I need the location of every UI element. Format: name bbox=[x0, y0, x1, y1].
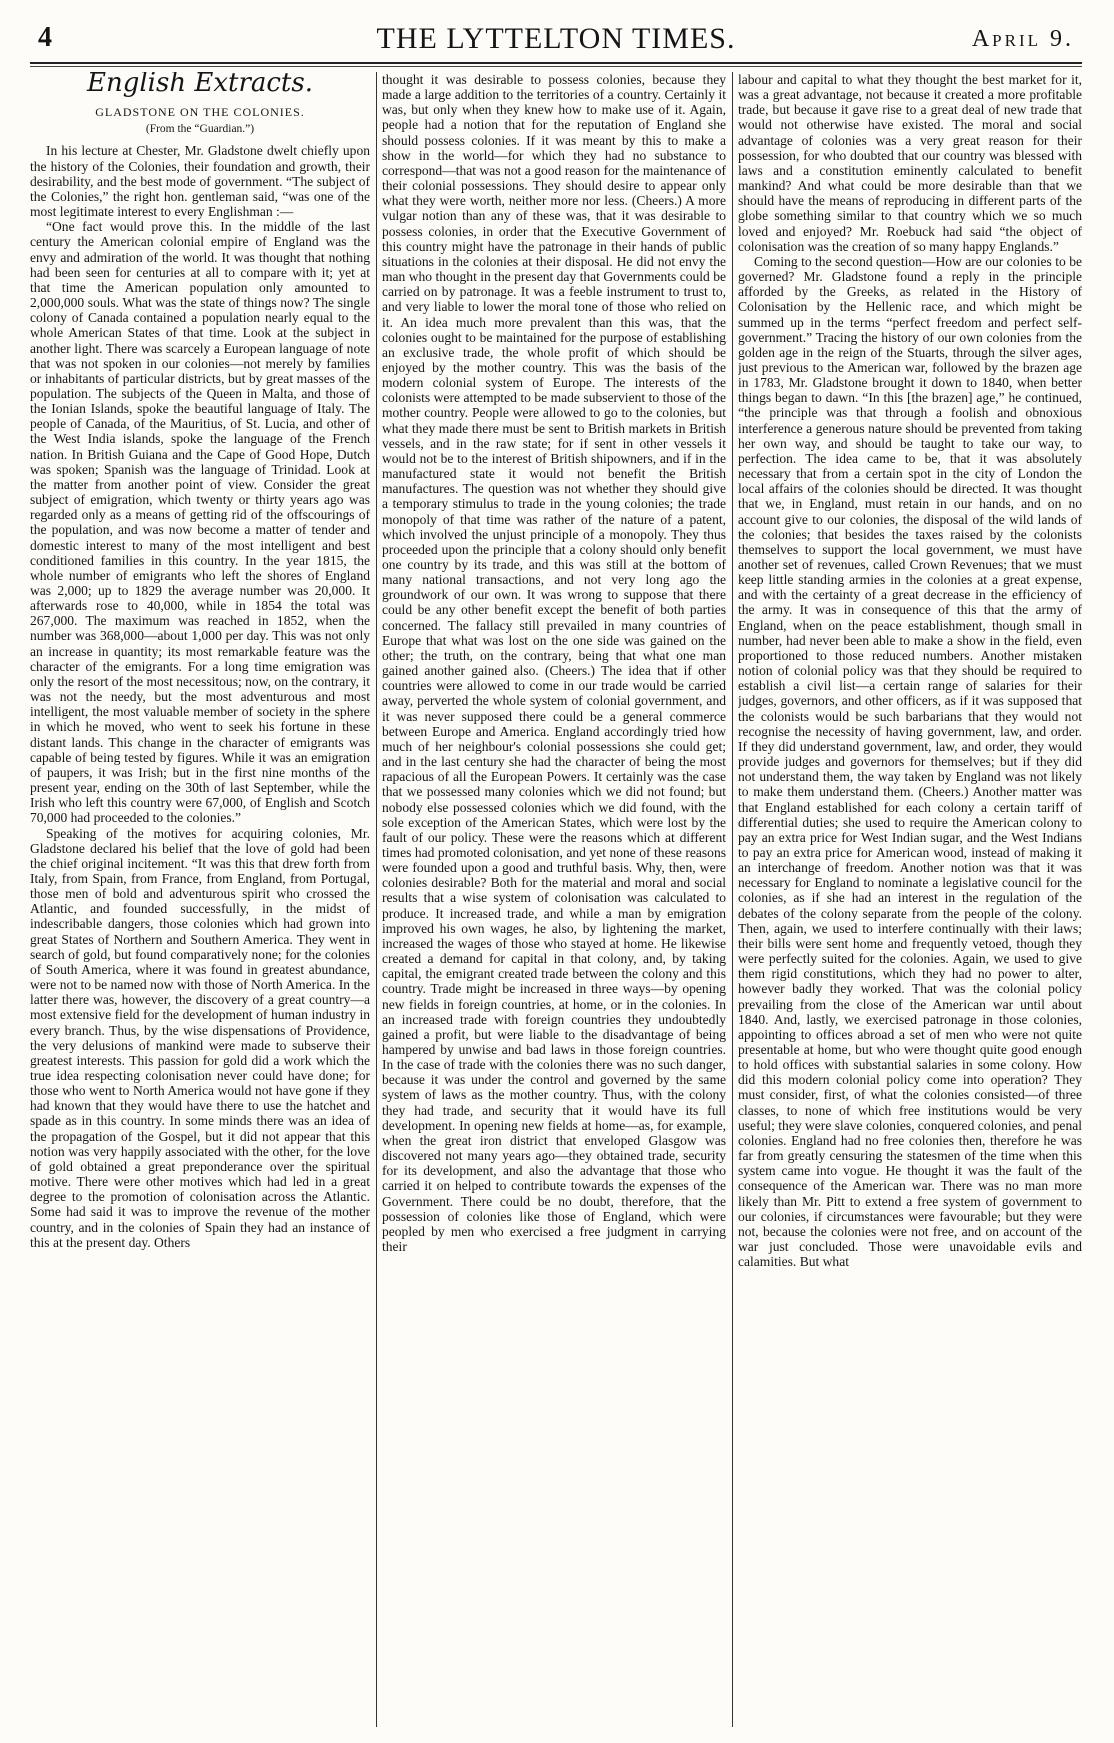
issue-date: April 9. bbox=[971, 26, 1074, 52]
masthead-rule-thin bbox=[30, 66, 1082, 67]
paragraph: Speaking of the motives for acquiring colonies, Mr. Gladstone declared his belief that the love of gold had been the chief original incitement. “It was this that drew forth from Italy, from Spain, from France, from England, from Portugal, those men of bold and adventurous spirit who crossed the Atlantic, and founded successfully, in the midst of indescribable dangers, those colonies which had grown into great States of Northern and Southern America. They went in search of gold, but found comparatively none; for the colonies of South America, where it was found in greatest abundance, were not to be named now with those of North America. In the latter there was, however, the discovery of a great country—a most extensive field for the development of human industry in every branch. Thus, by the wise dispensations of Providence, the very delusions of mankind were made to subserve their greatest interests. This passion for gold did a work which the true idea respecting colonisation never could have done; for those who went to North America would not have gone if they had known that they would have there to use the hatchet and spade as in this country. In some minds there was an idea of the propagation of the Gospel, but it did not appear that this notion was very happily associated with the other, for the love of gold obtained a great preponderance over the spiritual motive. There were other motives which had led in a great degree to the promotion of colonisation across the Atlantic. Some had said it was to improve the revenue of the mother country, and in the colonies of Spain they had an instance of this at the present day. Others bbox=[30, 825, 370, 1250]
paragraph: labour and capital to what they thought the best market for it, was a great advantage, not because it created a more profitable trade, but because it gave rise to a great deal of new trade that would not otherwise have existed. The moral and social advantage of colonies was a very great reason for their possession, for who doubted that our country was blessed with laws and a constitution eminently calculated to benefit mankind? And what could be more desirable than that we should have the means of reproducing in different parts of the globe something similar to that country which we so much loved and enjoyed? Mr. Roebuck had said “the object of colonisation was the creation of so many happy Englands.” bbox=[738, 72, 1082, 254]
newspaper-title: THE LYTTELTON TIMES. bbox=[376, 22, 736, 55]
article-source: (From the “Guardian.”) bbox=[145, 123, 255, 136]
paragraph: In his lecture at Chester, Mr. Gladstone dwelt chiefly upon the history of the Colonies, their foundation and growth, their desirability, and the best mode of government. “The subject of the Colonies,” the right hon. gentleman said, “was one of the most legitimate interest to every Englishman :— bbox=[30, 143, 370, 220]
masthead-rule-thick bbox=[30, 62, 1082, 64]
column-2 bbox=[382, 72, 726, 1727]
column-1 bbox=[30, 72, 370, 1727]
masthead bbox=[30, 22, 1082, 56]
page-columns bbox=[30, 72, 1082, 1732]
paragraph: Coming to the second question—How are our colonies to be governed? Mr. Gladstone found a reply in the principle afforded by the Greeks, as related in the History of Colonisation by the Hellenic race, and which might be summed up in the terms “perfect freedom and perfect self-government.” Tracing the history of our own colonies from the golden age in the reign of the Stuarts, through the silver ages, just previous to the American war, followed by the brazen age in 1783, Mr. Gladstone brought it down to 1840, when better things began to dawn. “In this [the brazen] age,” he continued, “the principle was that through a foolish and obnoxious interference a generous nature should be prevented from taking her own way, and should be taught to take our way, to perfection. The idea came to be, that it was absolutely necessary that from a certain spot in the city of London the local affairs of the colonies should be directed. It was thought that we, in England, must retain in our hands, and on no account give to our colonies, the disposal of the wild lands of the colonies; that besides the taxes raised by the colonists themselves to support the local government, we must have another set of revenues, called Crown Revenues; that we must keep little standing armies in the colonies at a great expense, and with the certainty of a great decrease in the efficiency of the army. It was in consequence of this that the army of England, when on the peace establishment, though small in number, had never been able to make a show in the field, even proportioned to those reduced numbers. Another mistaken notion of colonial policy was that they should be required to establish a civil list—a certain range of salaries for their judges, governors, and other officers, as if it was supposed that the colonists would be such barbarians that they would not recognise the necessity of having government, law, and order. If they did understand government, law, and order, they would provide judges and governors for themselves; but if they did not understand them, the way taken by England was not likely to make them understand them. (Cheers.) Another matter was that England established for each colony a certain tariff of differential duties; she used to require the American colony to pay an extra price for West Indian sugar, and the West Indians to pay an extra price for American wood, instead of making it an interchange of freedom. Another notion was that it was necessary for England to nominate a legislative council for the colonies, as if she had an interest in the regulation of the debates of the colony separate from the people of the colony. Then, again, we used to interfere continually with their laws; their bills were sent home and frequently vetoed, though they were perfectly suited for the colonies. Again, we used to give them rigid constitutions, which they had no power to alter, however badly they worked. That was the colonial policy prevailing from the close of the American war until about 1840. And, lastly, we exercised patronage in those colonies, appointing to offices abroad a set of men who were not quite presentable at home, but who were thought quite good enough to hold offices with substantial salaries in some colony. How did this modern colonial policy come into operation? They must consider, first, of what the colonies consisted—of three classes, to none of which free institutions would be very useful; they were slave colonies, conquered colonies, and penal colonies. England had no free colonies then, therefore he was far from greatly censuring the statesmen of the time when this system came into vogue. He thought it was the fault of the consequence of the American war. There was no man more likely than Mr. Pitt to extend a free system of government to our colonies, if circumstances were favourable; but they were not, because the colonies were not free, and on account of the war just concluded. Those were unavoidable evils and calamities. But what bbox=[738, 253, 1082, 1270]
column-3 bbox=[738, 72, 1082, 1727]
paragraph: “One fact would prove this. In the middle of the last century the American colonial empire of England was the envy and admiration of the world. It was thought that nothing had been seen for centuries at all to compare with it; yet at that time the American population only amounted to 2,000,000 souls. What was the state of things now? The single colony of Canada contained a population nearly equal to the whole American States of that time. Look at the subject in another light. There was scarcely a European language of note that was not spoken in our colonies—not merely by families or inhabitants of particular districts, but by great masses of the population. The subjects of the Queen in Malta, and those of the Ionian Islands, spoke the beautiful language of Italy. The people of Canada, of the Mauritius, of St. Lucia, and other of the West India islands, spoke the language of the French nation. In British Guiana and the Cape of Good Hope, Dutch was spoken; Spanish was the language of Trinidad. Look at the matter from another point of view. Consider the great subject of emigration, which twenty or thirty years ago was regarded only as a means of getting rid of the offscourings of the population, and was now become a matter of tender and domestic interest to many of the most intelligent and best conditioned families in this country. In the year 1815, the whole number of emigrants who left the shores of England was 2,000; up to 1829 the average number was 20,000. It afterwards rose to 40,000, while in 1854 the total was 267,000. The maximum was reached in 1852, when the number was 368,000—about 1,000 per day. This was not only an increase in quantity; its most remarkable feature was the character of the emigrants. For a long time emigration was only the resort of the most necessitous; now, on the contrary, it was not the needy, but the most adventurous and most intelligent, the most valuable member of society in the sphere in which he moved, who went to seek his fortune in these distant lands. This change in the character of emigrants was capable of being tested by figures. While it was an emigration of paupers, it was Irish; but in the first nine months of the present year, ending on the 30th of last September, while the Irish who left this country were 67,000, of English and Scotch 70,000 had proceeded to the colonies.” bbox=[30, 219, 370, 826]
paragraph: thought it was desirable to possess colonies, because they made a large addition to the territories of a country. Certainly it was, but only when they knew how to make use of it. Again, people had a notion that for the reputation of England she should possess colonies. If it was meant by this to make a show in the world—for which they had no substance to correspond—that was not a good reason for the maintenance of their colonial possessions. They should desire to appear only what they were worth, neither more nor less. (Cheers.) A more vulgar notion than any of these was, that it was desirable to possess colonies, in order that the Executive Government of this country might have the patronage in their hands of public situations in the colonies at their disposal. He did not envy the man who thought in the present day that Governments could be carried on by patronage. It was a feeble instrument to trust to, and very liable to lower the moral tone of those who relied on it. An idea much more prevalent than this was, that the colonies ought to be maintained for the purpose of establishing an exclusive trade, the whole profit of which should be enjoyed by the mother country. This was the basis of the modern colonial system of Europe. The interests of the colonists were attempted to be made subservient to those of the mother country. People were allowed to go to the colonies, but what they made there must be sent to British markets in British vessels, and in the raw state; for if sent in other vessels it would not be to the interest of British shipowners, and if in the manufactured state it would not benefit the British manufactures. The question was not whether they should give a temporary stimulus to trade in the young colonies; the trade monopoly of that time was rather of the nature of a patent, which involved the unjust principle of a monopoly. They thus proceeded upon the principle that a colony should only benefit one country by its trade, and this was still at the bottom of many national transactions, and not very long ago the groundwork of our own. It was wrong to suppose that there could be any other benefit except the benefit of both parties concerned. The fallacy still prevailed in many countries of Europe that what was lost on the one side was gained on the other; the truth, on the contrary, being that what one man gained another gained also. (Cheers.) The idea that if other countries were allowed to come in our trade would be carried away, perverted the whole system of colonial government, and it was never supposed there could be a general commerce between Europe and America. England accordingly tried how much of her neighbour's colonial possessions she could get; and in the last century she had the character of being the most rapacious of all the European Powers. It certainly was the case that we possessed many colonies which we did not found; but nobody else possessed colonies which we did found, with the sole exception of the American States, which were lost by the fault of our policy. These were the reasons which at different times had promoted colonisation, and yet none of these reasons were founded upon a good and truthful basis. Why, then, were colonies desirable? Both for the material and moral and social results that a wise system of colonisation was calculated to produce. It increased trade, and while a man by emigration improved his own wages, he also, by lightening the market, increased the wages of those who stayed at home. He likewise created a demand for capital in that colony, and, by taking capital, the emigrant created trade between the colony and this country. Trade might be increased in three ways—by opening new fields in foreign countries, at home, or in the colonies. In an increased trade with foreign countries they undoubtedly gained a profit, but were liable to the disadvantage of being hampered by unwise and bad laws in those foreign countries. In the case of trade with the colonies there was no such danger, because it was under the control and governed by the same system of laws as the mother country. Thus, with the colony they had trade, and security that it would have its full development. In opening new fields at home—as, for example, when the great iron district that enveloped Glasgow was discovered not many years ago—they obtained trade, security for its development, and also the advantage that those who carried it on helped to contribute towards the expenses of the Government. There could be no doubt, therefore, that the possession of colonies like those of England, which were peopled by men who exercised a free judgment in carrying their bbox=[382, 72, 726, 1255]
section-heading: English Extracts. bbox=[87, 72, 313, 98]
column-divider bbox=[732, 72, 733, 1727]
article-heading: GLADSTONE ON THE COLONIES. bbox=[95, 105, 305, 120]
page-number: 4 bbox=[38, 22, 52, 53]
column-divider bbox=[376, 72, 377, 1727]
